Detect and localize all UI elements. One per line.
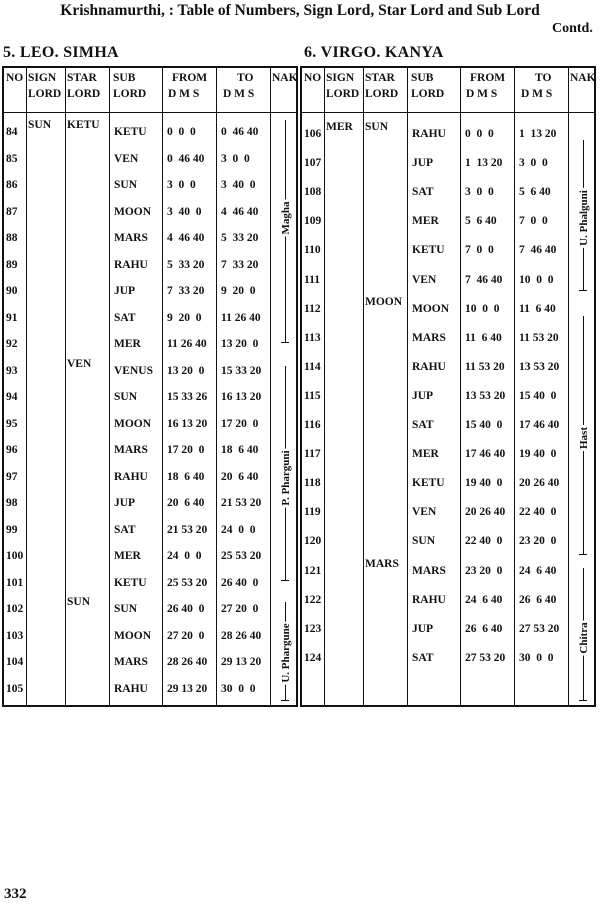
col-header-nak: NAK xyxy=(272,72,298,84)
col-header-sign-lord: LORD xyxy=(326,88,360,100)
row-number: 124 xyxy=(304,651,322,664)
from-dms-cell: 11 26 40 xyxy=(167,338,207,350)
from-dms-cell: 27 20 0 xyxy=(167,629,205,642)
col-header-no: NO xyxy=(304,72,322,84)
sub-lord-cell: RAHU xyxy=(412,593,446,606)
to-dms-cell: 7 46 40 xyxy=(519,244,557,257)
row-number: 90 xyxy=(6,285,18,297)
to-dms-cell: 30 0 0 xyxy=(519,651,554,664)
nakshatra-label: P. Pharguni xyxy=(280,450,292,506)
col-header-star: STAR xyxy=(67,72,97,84)
col-header-sign: SIGN xyxy=(28,72,57,84)
sub-lord-cell: MOON xyxy=(412,302,450,315)
row-number: 96 xyxy=(6,444,18,456)
nakshatra-label: U. Phalguni xyxy=(578,190,590,246)
row-number: 104 xyxy=(6,656,24,668)
nakshatra-label: U. Phargune xyxy=(280,623,292,683)
star-lord-cell: MARS xyxy=(365,557,399,570)
to-dms-cell: 18 6 40 xyxy=(221,444,259,456)
sub-lord-cell: SAT xyxy=(114,523,136,536)
col-header-star-lord: LORD xyxy=(67,88,101,100)
nakshatra-span-end xyxy=(579,700,587,701)
sub-lord-cell: SAT xyxy=(412,419,434,431)
section-title-virgo: 6. VIRGO. KANYA xyxy=(304,44,444,61)
row-number: 87 xyxy=(6,205,18,218)
to-dms-cell: 26 40 0 xyxy=(221,576,259,589)
table-leo xyxy=(2,66,298,707)
table-virgo xyxy=(300,66,596,707)
from-dms-cell: 5 33 20 xyxy=(167,258,205,271)
to-dms-cell: 13 20 0 xyxy=(221,338,259,350)
sub-lord-cell: VEN xyxy=(412,273,437,286)
from-dms-cell: 7 46 40 xyxy=(465,273,503,286)
sub-lord-cell: SUN xyxy=(114,603,138,615)
row-number: 105 xyxy=(6,682,24,695)
sub-lord-cell: MARS xyxy=(412,331,446,344)
to-dms-cell: 10 0 0 xyxy=(519,273,554,286)
row-number: 106 xyxy=(304,128,322,140)
col-header-to: TO xyxy=(535,72,552,84)
col-header-to: TO xyxy=(237,72,254,84)
col-header-nak: NAK xyxy=(570,72,596,84)
nakshatra-span-end xyxy=(281,342,289,343)
sub-lord-cell: VEN xyxy=(114,152,139,165)
sub-lord-cell: KETU xyxy=(114,576,147,589)
col-header-to-dms: D M S xyxy=(223,88,255,100)
section-title-leo: 5. LEO. SIMHA xyxy=(3,44,119,61)
sub-lord-cell: RAHU xyxy=(412,360,446,373)
from-dms-cell: 5 6 40 xyxy=(465,215,497,228)
from-dms-cell: 0 46 40 xyxy=(167,152,205,165)
sub-lord-cell: SUN xyxy=(114,179,138,191)
sub-lord-cell: RAHU xyxy=(114,470,148,483)
page-number: 332 xyxy=(4,886,27,902)
sub-lord-cell: VEN xyxy=(412,506,437,519)
star-lord-cell: KETU xyxy=(67,119,100,131)
row-number: 107 xyxy=(304,157,322,170)
from-dms-cell: 0 0 0 xyxy=(465,128,494,140)
col-header-sign: SIGN xyxy=(326,72,355,84)
sub-lord-cell: KETU xyxy=(412,244,445,257)
col-header-sign-lord: LORD xyxy=(28,88,62,100)
row-number: 123 xyxy=(304,622,322,635)
row-number: 112 xyxy=(304,302,321,315)
sub-lord-cell: RAHU xyxy=(114,258,148,271)
row-number: 117 xyxy=(304,448,321,461)
from-dms-cell: 21 53 20 xyxy=(167,523,208,536)
row-number: 92 xyxy=(6,338,18,350)
row-number: 86 xyxy=(6,179,18,191)
row-number: 120 xyxy=(304,535,322,548)
row-number: 108 xyxy=(304,186,322,199)
column-divider xyxy=(407,68,408,705)
col-header-sub: SUB xyxy=(113,72,136,84)
star-lord-cell: SUN xyxy=(67,596,91,608)
to-dms-cell: 13 53 20 xyxy=(519,360,560,373)
col-header-from-dms: D M S xyxy=(466,88,498,100)
row-number: 88 xyxy=(6,232,18,244)
row-number: 114 xyxy=(304,360,321,373)
to-dms-cell: 3 0 0 xyxy=(221,152,250,165)
sub-lord-cell: JUP xyxy=(412,389,434,402)
sub-lord-cell: MARS xyxy=(114,656,148,668)
from-dms-cell: 3 0 0 xyxy=(167,179,196,191)
sub-lord-cell: KETU xyxy=(412,477,445,490)
sub-lord-cell: MARS xyxy=(114,232,148,244)
from-dms-cell: 15 33 26 xyxy=(167,391,208,403)
from-dms-cell: 23 20 0 xyxy=(465,564,503,577)
sub-lord-cell: SUN xyxy=(412,535,436,548)
to-dms-cell: 7 33 20 xyxy=(221,258,259,271)
to-dms-cell: 11 6 40 xyxy=(519,302,556,315)
column-divider xyxy=(26,68,27,705)
column-divider xyxy=(324,68,325,705)
row-number: 113 xyxy=(304,331,321,344)
to-dms-cell: 30 0 0 xyxy=(221,682,256,695)
from-dms-cell: 17 46 40 xyxy=(465,448,506,461)
column-divider xyxy=(216,68,217,705)
to-dms-cell: 25 53 20 xyxy=(221,550,262,562)
col-header-from-dms: D M S xyxy=(168,88,200,100)
from-dms-cell: 19 40 0 xyxy=(465,477,503,490)
row-number: 99 xyxy=(6,523,18,536)
from-dms-cell: 3 40 0 xyxy=(167,205,202,218)
row-number: 94 xyxy=(6,391,18,403)
sub-lord-cell: SUN xyxy=(114,391,138,403)
sub-lord-cell: MOON xyxy=(114,205,152,218)
col-header-sub-lord: LORD xyxy=(113,88,147,100)
row-number: 95 xyxy=(6,417,18,430)
from-dms-cell: 26 40 0 xyxy=(167,603,205,615)
to-dms-cell: 3 40 0 xyxy=(221,179,256,191)
nakshatra-span-end xyxy=(281,580,289,581)
from-dms-cell: 3 0 0 xyxy=(465,186,494,199)
to-dms-cell: 20 26 40 xyxy=(519,477,560,490)
to-dms-cell: 7 0 0 xyxy=(519,215,548,228)
to-dms-cell: 11 53 20 xyxy=(519,331,559,344)
star-lord-cell: VEN xyxy=(67,357,92,370)
col-header-from: FROM xyxy=(470,72,506,84)
to-dms-cell: 5 33 20 xyxy=(221,232,259,244)
row-number: 111 xyxy=(304,273,320,286)
from-dms-cell: 26 6 40 xyxy=(465,622,503,635)
sub-lord-cell: MOON xyxy=(114,417,152,430)
to-dms-cell: 17 20 0 xyxy=(221,417,259,430)
to-dms-cell: 21 53 20 xyxy=(221,497,262,509)
row-number: 102 xyxy=(6,603,24,615)
from-dms-cell: 28 26 40 xyxy=(167,656,208,668)
from-dms-cell: 22 40 0 xyxy=(465,535,503,548)
to-dms-cell: 24 6 40 xyxy=(519,564,557,577)
continued-label: Contd. xyxy=(552,21,593,36)
sub-lord-cell: JUP xyxy=(114,497,136,509)
row-number: 109 xyxy=(304,215,322,228)
row-number: 122 xyxy=(304,593,322,606)
from-dms-cell: 11 6 40 xyxy=(465,331,502,344)
nakshatra-span-end xyxy=(281,700,289,701)
col-header-from: FROM xyxy=(172,72,208,84)
from-dms-cell: 4 46 40 xyxy=(167,232,205,244)
to-dms-cell: 24 0 0 xyxy=(221,523,256,536)
sub-lord-cell: MER xyxy=(412,448,439,461)
to-dms-cell: 3 0 0 xyxy=(519,157,548,170)
sub-lord-cell: MOON xyxy=(114,629,152,642)
to-dms-cell: 4 46 40 xyxy=(221,205,259,218)
from-dms-cell: 1 13 20 xyxy=(465,157,503,170)
col-header-sub: SUB xyxy=(411,72,434,84)
from-dms-cell: 27 53 20 xyxy=(465,651,506,664)
from-dms-cell: 15 40 0 xyxy=(465,419,503,431)
column-divider xyxy=(514,68,515,705)
row-number: 110 xyxy=(304,244,321,257)
sub-lord-cell: VENUS xyxy=(114,364,153,377)
column-divider xyxy=(270,68,271,705)
sign-lord-cell: MER xyxy=(326,121,353,133)
from-dms-cell: 13 20 0 xyxy=(167,364,205,377)
row-number: 93 xyxy=(6,364,18,377)
to-dms-cell: 11 26 40 xyxy=(221,311,261,324)
from-dms-cell: 13 53 20 xyxy=(465,389,506,402)
from-dms-cell: 25 53 20 xyxy=(167,576,208,589)
col-header-star-lord: LORD xyxy=(365,88,399,100)
column-divider xyxy=(363,68,364,705)
to-dms-cell: 23 20 0 xyxy=(519,535,557,548)
from-dms-cell: 24 0 0 xyxy=(167,550,202,562)
sub-lord-cell: RAHU xyxy=(412,128,446,140)
row-number: 118 xyxy=(304,477,321,490)
star-lord-cell: MOON xyxy=(365,295,403,308)
col-header-no: NO xyxy=(6,72,24,84)
sub-lord-cell: JUP xyxy=(114,285,136,297)
to-dms-cell: 5 6 40 xyxy=(519,186,551,199)
to-dms-cell: 22 40 0 xyxy=(519,506,557,519)
row-number: 119 xyxy=(304,506,321,519)
sub-lord-cell: JUP xyxy=(412,157,434,170)
column-divider xyxy=(568,68,569,705)
sub-lord-cell: MER xyxy=(114,338,141,350)
row-number: 98 xyxy=(6,497,18,509)
sub-lord-cell: SAT xyxy=(412,651,434,664)
to-dms-cell: 29 13 20 xyxy=(221,656,262,668)
row-number: 121 xyxy=(304,564,322,577)
sub-lord-cell: SAT xyxy=(114,311,136,324)
row-number: 116 xyxy=(304,419,321,431)
to-dms-cell: 9 20 0 xyxy=(221,285,256,297)
from-dms-cell: 16 13 20 xyxy=(167,417,208,430)
row-number: 84 xyxy=(6,126,18,138)
sub-lord-cell: KETU xyxy=(114,126,147,138)
column-divider xyxy=(109,68,110,705)
nakshatra-label: Hast xyxy=(578,427,590,449)
sub-lord-cell: MER xyxy=(114,550,141,562)
column-divider xyxy=(162,68,163,705)
from-dms-cell: 29 13 20 xyxy=(167,682,208,695)
to-dms-cell: 15 33 20 xyxy=(221,364,262,377)
from-dms-cell: 7 0 0 xyxy=(465,244,494,257)
sub-lord-cell: MARS xyxy=(412,564,446,577)
from-dms-cell: 10 0 0 xyxy=(465,302,500,315)
to-dms-cell: 17 46 40 xyxy=(519,419,560,431)
from-dms-cell: 18 6 40 xyxy=(167,470,205,483)
row-number: 91 xyxy=(6,311,18,324)
column-divider xyxy=(65,68,66,705)
to-dms-cell: 26 6 40 xyxy=(519,593,557,606)
from-dms-cell: 7 33 20 xyxy=(167,285,205,297)
star-lord-cell: SUN xyxy=(365,121,389,133)
col-header-sub-lord: LORD xyxy=(411,88,445,100)
row-number: 85 xyxy=(6,152,18,165)
from-dms-cell: 17 20 0 xyxy=(167,444,205,456)
from-dms-cell: 20 6 40 xyxy=(167,497,205,509)
nakshatra-span-end xyxy=(579,554,587,555)
col-header-to-dms: D M S xyxy=(521,88,553,100)
to-dms-cell: 27 20 0 xyxy=(221,603,259,615)
sign-lord-cell: SUN xyxy=(28,119,52,131)
header-divider xyxy=(302,112,594,113)
sub-lord-cell: MARS xyxy=(114,444,148,456)
row-number: 115 xyxy=(304,389,321,402)
from-dms-cell: 24 6 40 xyxy=(465,593,503,606)
page-title: Krishnamurthi, : Table of Numbers, Sign Lord, Star Lord and Sub Lord xyxy=(60,2,540,19)
col-header-star: STAR xyxy=(365,72,395,84)
column-divider xyxy=(460,68,461,705)
sub-lord-cell: RAHU xyxy=(114,682,148,695)
to-dms-cell: 20 6 40 xyxy=(221,470,259,483)
to-dms-cell: 15 40 0 xyxy=(519,389,557,402)
nakshatra-label: Magha xyxy=(280,201,292,235)
row-number: 97 xyxy=(6,470,18,483)
nakshatra-label: Chitra xyxy=(578,622,590,654)
row-number: 89 xyxy=(6,258,18,271)
to-dms-cell: 1 13 20 xyxy=(519,128,557,140)
to-dms-cell: 16 13 20 xyxy=(221,391,262,403)
row-number: 101 xyxy=(6,576,24,589)
from-dms-cell: 0 0 0 xyxy=(167,126,196,138)
from-dms-cell: 11 53 20 xyxy=(465,360,505,373)
to-dms-cell: 19 40 0 xyxy=(519,448,557,461)
to-dms-cell: 28 26 40 xyxy=(221,629,262,642)
sub-lord-cell: JUP xyxy=(412,622,434,635)
row-number: 103 xyxy=(6,629,24,642)
sub-lord-cell: MER xyxy=(412,215,439,228)
row-number: 100 xyxy=(6,550,24,562)
header-divider xyxy=(4,112,296,113)
nakshatra-span-end xyxy=(579,290,587,291)
from-dms-cell: 9 20 0 xyxy=(167,311,202,324)
from-dms-cell: 20 26 40 xyxy=(465,506,506,519)
to-dms-cell: 27 53 20 xyxy=(519,622,560,635)
sub-lord-cell: SAT xyxy=(412,186,434,199)
to-dms-cell: 0 46 40 xyxy=(221,126,259,138)
